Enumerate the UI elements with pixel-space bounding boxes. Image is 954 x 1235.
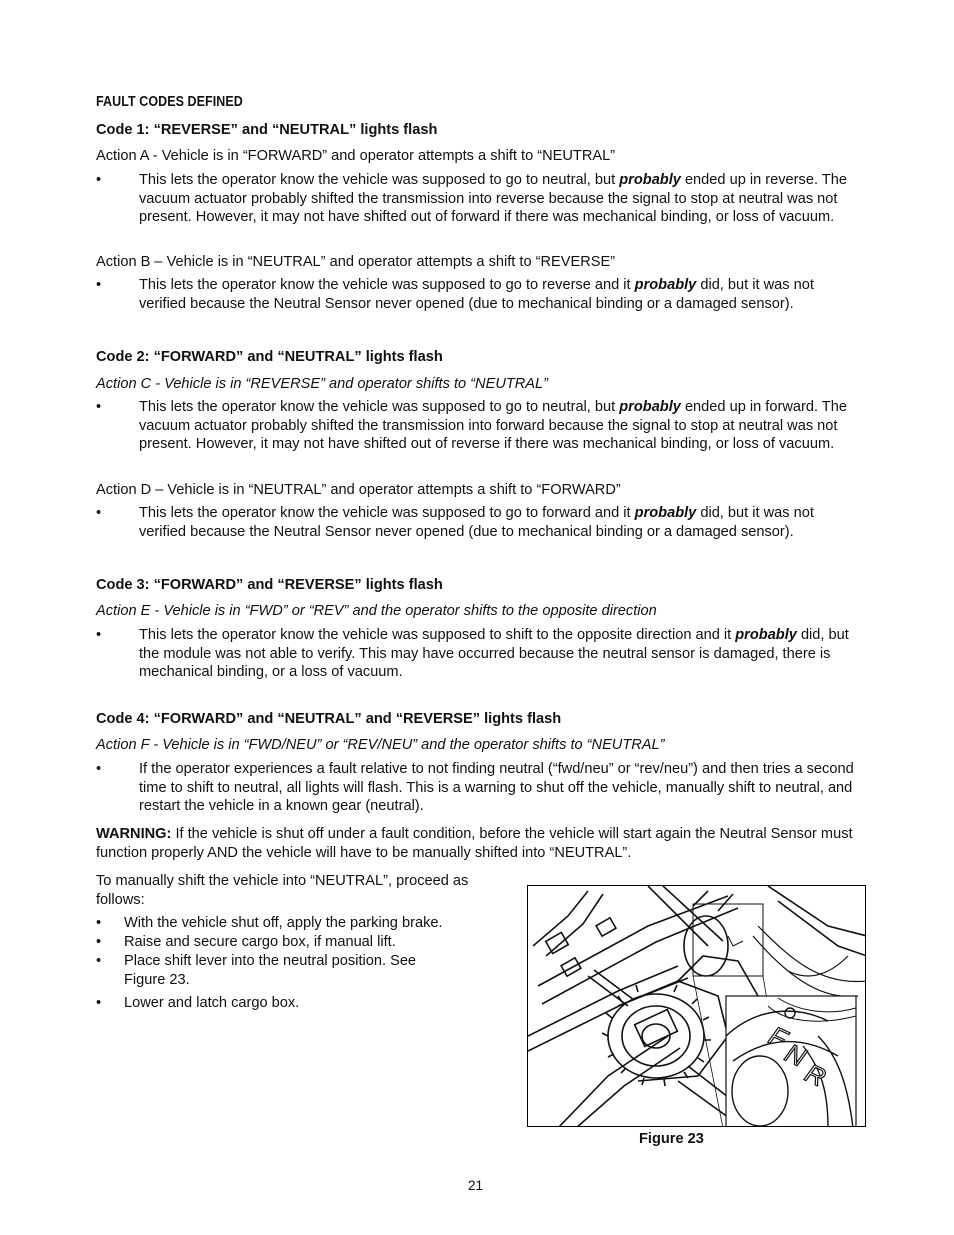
bullet-dot: •: [96, 627, 102, 643]
bullet-dot: •: [96, 277, 102, 293]
page-number: 21: [468, 1178, 484, 1193]
bullet-dot: •: [96, 934, 102, 950]
bullet-dot: •: [96, 172, 102, 188]
bullet-text: This lets the operator know the vehicle was supposed to shift to the opposite direction and it probably did, but the module was not able to verify. This may have occurred because the neutral sensor is damaged, there is mechanical binding, or a loss of vacuum.: [139, 627, 849, 680]
code2-action-c: Action C - Vehicle is in “REVERSE” and operator shifts to “NEUTRAL”: [96, 376, 549, 392]
warning-paragraph: [96, 825, 861, 862]
code1-heading: Code 1: “REVERSE” and “NEUTRAL” lights flash: [96, 122, 438, 138]
bullet-text: If the operator experiences a fault relative to not finding neutral (“fwd/neu” or “rev/neu”) and then tries a second time to shift to neutral, all lights will flash. This is a warning to shut off the vehicle, manually shift to neutral, and restart the vehicle in a known gear (neutral).: [139, 761, 854, 814]
step-text: With the vehicle shut off, apply the parking brake.: [124, 915, 443, 931]
bullet-dot: •: [96, 953, 102, 969]
step-text: Lower and latch cargo box.: [124, 995, 300, 1011]
bullet-text: This lets the operator know the vehicle was supposed to go to reverse and it probably did, but it was not verified because the Neutral Sensor never opened (due to mechanical binding or a damaged sensor).: [139, 277, 814, 312]
code1-action-b: Action B – Vehicle is in “NEUTRAL” and operator attempts a shift to “REVERSE”: [96, 254, 616, 270]
manual-intro: To manually shift the vehicle into “NEUTRAL”, proceed as follows:: [96, 873, 469, 908]
code3-heading: Code 3: “FORWARD” and “REVERSE” lights flash: [96, 577, 443, 593]
bullet-text: This lets the operator know the vehicle was supposed to go to neutral, but probably ended up in reverse. The vacuum actuator probably shifted the transmission into reverse because the signal to stop at neutral was not present. However, it may not have shifted out of forward if there was mechanical binding, or loss of vacuum.: [139, 172, 847, 225]
code1-action-a: Action A - Vehicle is in “FORWARD” and operator attempts a shift to “NEUTRAL”: [96, 148, 616, 164]
warning-text: If the vehicle is shut off under a fault condition, before the vehicle will start again the Neutral Sensor must function properly AND the vehicle will have to be manually shifted into “NEUTRAL”.: [96, 826, 853, 861]
step-text: Place shift lever into the neutral position. See Figure 23.: [124, 953, 417, 988]
warning-label: WARNING:: [96, 826, 172, 842]
bullet-dot: •: [96, 399, 102, 415]
figure-caption: Figure 23: [639, 1131, 704, 1147]
figure-23-illustration: [527, 885, 866, 1127]
bullet-dot: •: [96, 995, 102, 1011]
inset-letter-f: F: [764, 1020, 792, 1054]
inset-letter-r: R: [800, 1057, 831, 1093]
code2-action-d: Action D – Vehicle is in “NEUTRAL” and operator attempts a shift to “FORWARD”: [96, 482, 621, 498]
bullet-text: This lets the operator know the vehicle was supposed to go to forward and it probably did, but it was not verified because the Neutral Sensor never opened (due to mechanical binding or a damaged sensor).: [139, 505, 814, 540]
bullet-text: This lets the operator know the vehicle was supposed to go to neutral, but probably ended up in forward. The vacuum actuator probably shifted the transmission into forward because the signal to stop at neutral was not present. However, it may not have shifted out of reverse if there was mechanical binding, or loss of vacuum.: [139, 399, 847, 452]
bullet-dot: •: [96, 915, 102, 931]
code4-action-f: Action F - Vehicle is in “FWD/NEU” or “REV/NEU” and the operator shifts to “NEUTRAL”: [96, 737, 665, 753]
code2-heading: Code 2: “FORWARD” and “NEUTRAL” lights flash: [96, 349, 443, 365]
bullet-dot: •: [96, 761, 102, 777]
code3-action-e: Action E - Vehicle is in “FWD” or “REV” and the operator shifts to the opposite direction: [96, 603, 657, 619]
bullet-dot: •: [96, 505, 102, 521]
step-text: Raise and secure cargo box, if manual lift.: [124, 934, 396, 950]
section-title: FAULT CODES DEFINED: [96, 94, 243, 110]
inset-letter-n: N: [780, 1037, 811, 1073]
code4-heading: Code 4: “FORWARD” and “NEUTRAL” and “REVERSE” lights flash: [96, 711, 562, 727]
